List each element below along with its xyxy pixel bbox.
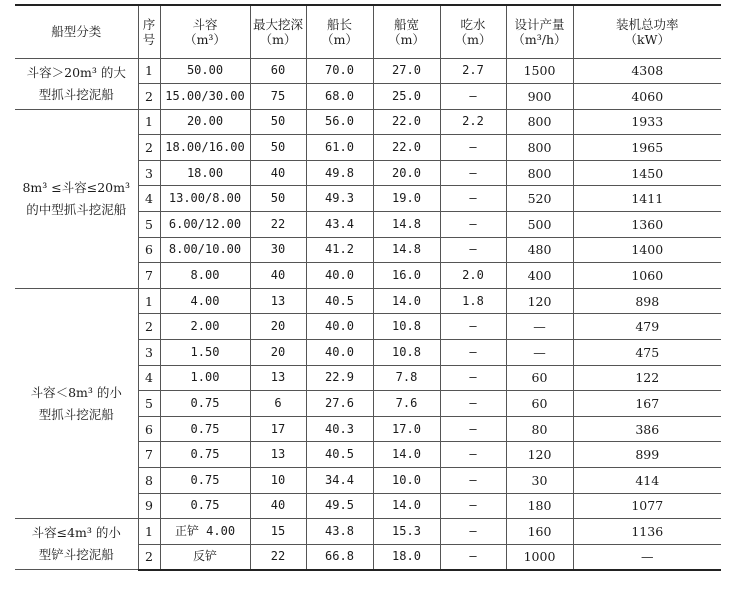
length-cell: 43.8 — [306, 519, 373, 545]
width-cell: 15.3 — [373, 519, 440, 545]
output-cell: 60 — [506, 391, 573, 417]
draft-cell: — — [440, 212, 506, 238]
length-cell: 40.5 — [306, 442, 373, 468]
bucket-capacity-cell: 1.00 — [160, 365, 250, 391]
output-cell: 180 — [506, 493, 573, 519]
output-cell: 800 — [506, 109, 573, 135]
index-cell: 1 — [138, 58, 160, 84]
bucket-capacity-cell: 8.00 — [160, 263, 250, 289]
table-row — [15, 58, 721, 84]
width-cell: 10.8 — [373, 340, 440, 366]
output-cell: — — [506, 314, 573, 340]
table-row — [15, 109, 721, 135]
bucket-capacity-cell: 2.00 — [160, 314, 250, 340]
width-cell: 7.6 — [373, 391, 440, 417]
power-cell: 1450 — [573, 160, 721, 186]
index-cell: 5 — [138, 391, 160, 417]
max-depth-cell: 50 — [250, 109, 306, 135]
table-row — [15, 288, 721, 314]
length-cell: 27.6 — [306, 391, 373, 417]
index-cell: 7 — [138, 442, 160, 468]
header-installed-power: 装机总功率 （kW） — [573, 5, 721, 58]
width-cell: 22.0 — [373, 109, 440, 135]
bucket-capacity-cell: 15.00/30.00 — [160, 84, 250, 110]
power-cell: 1965 — [573, 135, 721, 161]
header-index: 序 号 — [138, 5, 160, 58]
index-cell: 2 — [138, 314, 160, 340]
draft-cell: — — [440, 416, 506, 442]
power-cell: 414 — [573, 468, 721, 494]
power-cell: 122 — [573, 365, 721, 391]
output-cell: — — [506, 340, 573, 366]
power-cell: 4308 — [573, 58, 721, 84]
bucket-capacity-cell: 正铲 4.00 — [160, 519, 250, 545]
max-depth-cell: 40 — [250, 263, 306, 289]
index-cell: 7 — [138, 263, 160, 289]
max-depth-cell: 10 — [250, 468, 306, 494]
output-cell: 800 — [506, 135, 573, 161]
index-cell: 1 — [138, 288, 160, 314]
max-depth-cell: 30 — [250, 237, 306, 263]
power-cell: 386 — [573, 416, 721, 442]
bucket-capacity-cell: 6.00/12.00 — [160, 212, 250, 238]
max-depth-cell: 60 — [250, 58, 306, 84]
width-cell: 14.0 — [373, 493, 440, 519]
output-cell: 400 — [506, 263, 573, 289]
max-depth-cell: 13 — [250, 442, 306, 468]
output-cell: 30 — [506, 468, 573, 494]
width-cell: 27.0 — [373, 58, 440, 84]
output-cell: 1000 — [506, 544, 573, 570]
length-cell: 34.4 — [306, 468, 373, 494]
index-cell: 2 — [138, 135, 160, 161]
output-cell: 80 — [506, 416, 573, 442]
bucket-capacity-cell: 8.00/10.00 — [160, 237, 250, 263]
power-cell: — — [573, 544, 721, 570]
index-cell: 4 — [138, 186, 160, 212]
length-cell: 40.0 — [306, 340, 373, 366]
length-cell: 68.0 — [306, 84, 373, 110]
length-cell: 61.0 — [306, 135, 373, 161]
draft-cell: 2.0 — [440, 263, 506, 289]
output-cell: 1500 — [506, 58, 573, 84]
draft-cell: — — [440, 186, 506, 212]
ship-category-line: 斗容≤4m³ 的小 — [31, 525, 121, 541]
max-depth-cell: 22 — [250, 212, 306, 238]
power-cell: 1060 — [573, 263, 721, 289]
table-body — [15, 58, 721, 570]
ship-category-cell — [15, 519, 138, 570]
width-cell: 7.8 — [373, 365, 440, 391]
output-cell: 900 — [506, 84, 573, 110]
draft-cell: — — [440, 493, 506, 519]
index-cell: 1 — [138, 109, 160, 135]
index-cell: 6 — [138, 416, 160, 442]
header-row — [15, 5, 721, 58]
power-cell: 899 — [573, 442, 721, 468]
width-cell: 18.0 — [373, 544, 440, 570]
width-cell: 22.0 — [373, 135, 440, 161]
max-depth-cell: 20 — [250, 340, 306, 366]
length-cell: 41.2 — [306, 237, 373, 263]
index-cell: 3 — [138, 160, 160, 186]
bucket-capacity-cell: 50.00 — [160, 58, 250, 84]
max-depth-cell: 6 — [250, 391, 306, 417]
length-cell: 22.9 — [306, 365, 373, 391]
width-cell: 14.0 — [373, 288, 440, 314]
header-ship-type: 船型分类 — [15, 5, 138, 58]
ship-category-line: 斗容＞20m³ 的大 — [26, 64, 126, 80]
draft-cell: 2.7 — [440, 58, 506, 84]
draft-cell: — — [440, 340, 506, 366]
header-design-output: 设计产量 （m³/h） — [506, 5, 573, 58]
length-cell: 40.3 — [306, 416, 373, 442]
power-cell: 898 — [573, 288, 721, 314]
bucket-capacity-cell: 0.75 — [160, 468, 250, 494]
width-cell: 14.8 — [373, 237, 440, 263]
width-cell: 25.0 — [373, 84, 440, 110]
power-cell: 1411 — [573, 186, 721, 212]
ship-category-line: 的中型抓斗挖泥船 — [26, 201, 127, 217]
header-max-dredge-depth: 最大挖深 （m） — [250, 5, 306, 58]
width-cell: 14.8 — [373, 212, 440, 238]
bucket-capacity-cell: 18.00 — [160, 160, 250, 186]
draft-cell: — — [440, 314, 506, 340]
draft-cell: 1.8 — [440, 288, 506, 314]
max-depth-cell: 20 — [250, 314, 306, 340]
ship-category-line: 型抓斗挖泥船 — [38, 406, 114, 422]
max-depth-cell: 22 — [250, 544, 306, 570]
draft-cell: — — [440, 468, 506, 494]
bucket-capacity-cell: 20.00 — [160, 109, 250, 135]
power-cell: 1077 — [573, 493, 721, 519]
length-cell: 66.8 — [306, 544, 373, 570]
max-depth-cell: 75 — [250, 84, 306, 110]
output-cell: 60 — [506, 365, 573, 391]
max-depth-cell: 15 — [250, 519, 306, 545]
index-cell: 6 — [138, 237, 160, 263]
length-cell: 40.5 — [306, 288, 373, 314]
max-depth-cell: 13 — [250, 288, 306, 314]
bucket-capacity-cell: 4.00 — [160, 288, 250, 314]
power-cell: 1136 — [573, 519, 721, 545]
ship-category-cell — [15, 58, 138, 109]
draft-cell: — — [440, 544, 506, 570]
draft-cell: — — [440, 442, 506, 468]
bucket-capacity-cell: 18.00/16.00 — [160, 135, 250, 161]
output-cell: 520 — [506, 186, 573, 212]
max-depth-cell: 40 — [250, 493, 306, 519]
index-cell: 3 — [138, 340, 160, 366]
output-cell: 120 — [506, 288, 573, 314]
draft-cell: — — [440, 160, 506, 186]
bucket-capacity-cell: 反铲 — [160, 544, 250, 570]
width-cell: 10.8 — [373, 314, 440, 340]
length-cell: 49.3 — [306, 186, 373, 212]
ship-category-line: 型抓斗挖泥船 — [38, 86, 114, 102]
index-cell: 4 — [138, 365, 160, 391]
draft-cell: — — [440, 84, 506, 110]
ship-category-line: 型铲斗挖泥船 — [38, 547, 114, 563]
length-cell: 56.0 — [306, 109, 373, 135]
max-depth-cell: 17 — [250, 416, 306, 442]
width-cell: 16.0 — [373, 263, 440, 289]
index-cell: 2 — [138, 84, 160, 110]
bucket-capacity-cell: 0.75 — [160, 442, 250, 468]
length-cell: 40.0 — [306, 263, 373, 289]
length-cell: 49.5 — [306, 493, 373, 519]
ship-category-cell — [15, 109, 138, 288]
draft-cell: — — [440, 365, 506, 391]
length-cell: 40.0 — [306, 314, 373, 340]
header-ship-length: 船长 （m） — [306, 5, 373, 58]
width-cell: 10.0 — [373, 468, 440, 494]
width-cell: 19.0 — [373, 186, 440, 212]
draft-cell: — — [440, 237, 506, 263]
header-ship-width: 船宽 （m） — [373, 5, 440, 58]
draft-cell: — — [440, 135, 506, 161]
width-cell: 17.0 — [373, 416, 440, 442]
length-cell: 70.0 — [306, 58, 373, 84]
power-cell: 1360 — [573, 212, 721, 238]
table-row — [15, 519, 721, 545]
ship-category-line: 8m³ ≤斗容≤20m³ — [22, 179, 130, 195]
index-cell: 8 — [138, 468, 160, 494]
bucket-capacity-cell: 1.50 — [160, 340, 250, 366]
output-cell: 800 — [506, 160, 573, 186]
draft-cell: 2.2 — [440, 109, 506, 135]
header-draft: 吃水 （m） — [440, 5, 506, 58]
header-bucket-capacity: 斗容 （m³） — [160, 5, 250, 58]
width-cell: 14.0 — [373, 442, 440, 468]
power-cell: 479 — [573, 314, 721, 340]
bucket-capacity-cell: 0.75 — [160, 493, 250, 519]
length-cell: 49.8 — [306, 160, 373, 186]
max-depth-cell: 50 — [250, 186, 306, 212]
dredger-spec-table — [15, 4, 721, 571]
max-depth-cell: 40 — [250, 160, 306, 186]
output-cell: 500 — [506, 212, 573, 238]
draft-cell: — — [440, 391, 506, 417]
width-cell: 20.0 — [373, 160, 440, 186]
ship-category-line: 斗容＜8m³ 的小 — [30, 384, 122, 400]
power-cell: 1933 — [573, 109, 721, 135]
draft-cell: — — [440, 519, 506, 545]
power-cell: 475 — [573, 340, 721, 366]
length-cell: 43.4 — [306, 212, 373, 238]
power-cell: 1400 — [573, 237, 721, 263]
bucket-capacity-cell: 0.75 — [160, 416, 250, 442]
output-cell: 480 — [506, 237, 573, 263]
power-cell: 167 — [573, 391, 721, 417]
index-cell: 9 — [138, 493, 160, 519]
output-cell: 120 — [506, 442, 573, 468]
bucket-capacity-cell: 0.75 — [160, 391, 250, 417]
output-cell: 160 — [506, 519, 573, 545]
power-cell: 4060 — [573, 84, 721, 110]
index-cell: 2 — [138, 544, 160, 570]
ship-category-cell — [15, 288, 138, 518]
max-depth-cell: 13 — [250, 365, 306, 391]
index-cell: 1 — [138, 519, 160, 545]
max-depth-cell: 50 — [250, 135, 306, 161]
index-cell: 5 — [138, 212, 160, 238]
bucket-capacity-cell: 13.00/8.00 — [160, 186, 250, 212]
